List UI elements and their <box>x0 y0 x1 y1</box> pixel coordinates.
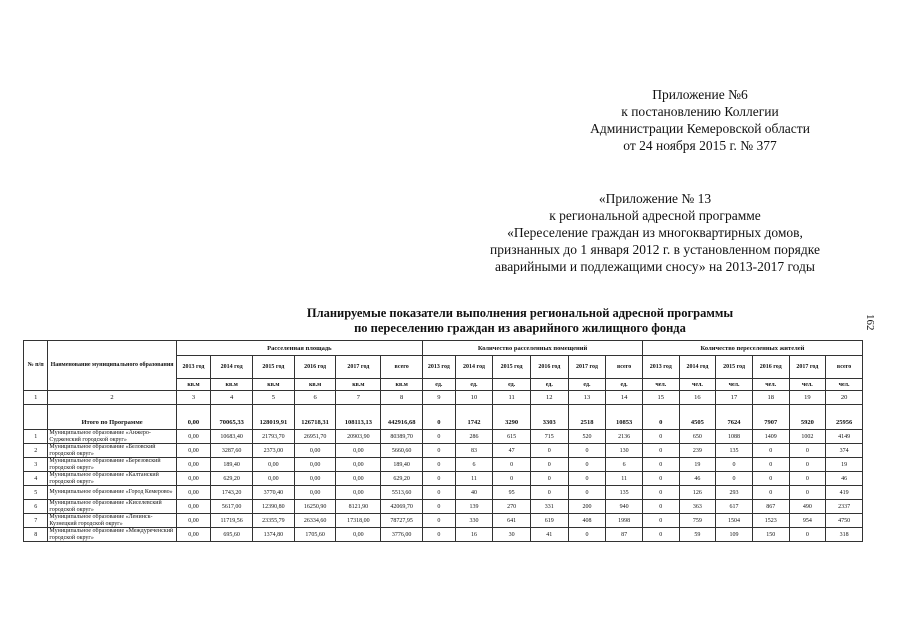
spacer-cell <box>642 405 679 416</box>
value-cell: 0 <box>568 486 606 500</box>
value-cell: 189,40 <box>381 458 423 472</box>
total-cell: 70065,33 <box>211 415 253 430</box>
spacer-cell <box>176 405 211 416</box>
value-cell: 419 <box>826 486 863 500</box>
spacer-cell <box>679 405 716 416</box>
column-number: 12 <box>530 391 568 405</box>
spacer-cell <box>336 405 381 416</box>
column-number: 2 <box>48 391 176 405</box>
value-cell: 331 <box>530 500 568 514</box>
column-number: 13 <box>568 391 606 405</box>
value-cell: 0 <box>493 458 531 472</box>
value-cell: 293 <box>716 486 753 500</box>
value-cell: 3770,40 <box>253 486 295 500</box>
value-cell: 0 <box>642 430 679 444</box>
value-cell: 318 <box>826 528 863 542</box>
value-cell: 520 <box>568 430 606 444</box>
total-cell: 3290 <box>493 415 531 430</box>
unit-header: ед. <box>606 379 643 391</box>
table-title-line: Планируемые показатели выполнения региональной адресной программы <box>306 306 734 320</box>
value-cell: 615 <box>493 430 531 444</box>
appendix-line: от 24 ноября 2015 г. № 377 <box>623 138 777 153</box>
row-num: 4 <box>24 472 48 486</box>
program-line: «Приложение № 13 <box>598 191 712 206</box>
row-num: 1 <box>24 430 48 444</box>
value-cell: 150 <box>752 528 789 542</box>
value-cell: 0 <box>530 458 568 472</box>
value-cell: 1998 <box>606 514 643 528</box>
value-cell: 46 <box>826 472 863 486</box>
row-num: 5 <box>24 486 48 500</box>
value-cell: 0,00 <box>253 458 295 472</box>
value-cell: 95 <box>493 486 531 500</box>
value-cell: 10683,40 <box>211 430 253 444</box>
value-cell: 0 <box>789 528 826 542</box>
table-title <box>240 306 800 336</box>
appendix-header <box>560 86 840 154</box>
unit-header: чел. <box>642 379 679 391</box>
year-header: 2014 год <box>679 356 716 379</box>
unit-header: ед. <box>423 379 456 391</box>
value-cell: 2136 <box>606 430 643 444</box>
total-cell: 5920 <box>789 415 826 430</box>
value-cell: 0,00 <box>336 472 381 486</box>
program-line: признанных до 1 января 2012 г. в установленном порядке <box>490 242 820 257</box>
value-cell: 200 <box>568 500 606 514</box>
municipality-name: Муниципальное образование «Киселевский городской округ» <box>48 500 176 514</box>
program-line: к региональной адресной программе <box>549 208 761 223</box>
unit-header: чел. <box>789 379 826 391</box>
col-name-header: Наименование муниципального образования <box>48 341 176 391</box>
column-number: 9 <box>423 391 456 405</box>
value-cell: 0,00 <box>176 444 211 458</box>
year-header: 2015 год <box>253 356 295 379</box>
value-cell: 715 <box>530 430 568 444</box>
value-cell: 30 <box>493 528 531 542</box>
value-cell: 695,60 <box>211 528 253 542</box>
year-header: 2017 год <box>568 356 606 379</box>
value-cell: 189,40 <box>211 458 253 472</box>
value-cell: 23355,79 <box>253 514 295 528</box>
value-cell: 47 <box>493 444 531 458</box>
value-cell: 16250,90 <box>294 500 336 514</box>
value-cell: 0 <box>423 500 456 514</box>
spacer-cell <box>493 405 531 416</box>
value-cell: 0 <box>423 528 456 542</box>
total-cell: 0,00 <box>176 415 211 430</box>
value-cell: 1088 <box>716 430 753 444</box>
value-cell: 40 <box>455 486 493 500</box>
value-cell: 78727,95 <box>381 514 423 528</box>
value-cell: 0,00 <box>336 458 381 472</box>
value-cell: 0 <box>716 472 753 486</box>
value-cell: 0,00 <box>176 514 211 528</box>
value-cell: 3776,00 <box>381 528 423 542</box>
value-cell: 954 <box>789 514 826 528</box>
value-cell: 4750 <box>826 514 863 528</box>
column-number: 15 <box>642 391 679 405</box>
value-cell: 4149 <box>826 430 863 444</box>
group-rooms-header: Количество расселенных помещений <box>423 341 643 356</box>
value-cell: 0,00 <box>294 472 336 486</box>
value-cell: 87 <box>606 528 643 542</box>
year-header: всего <box>381 356 423 379</box>
column-number: 10 <box>455 391 493 405</box>
value-cell: 940 <box>606 500 643 514</box>
value-cell: 8121,90 <box>336 500 381 514</box>
value-cell: 5617,00 <box>211 500 253 514</box>
unit-header: чел. <box>716 379 753 391</box>
column-number: 4 <box>211 391 253 405</box>
year-header: всего <box>826 356 863 379</box>
total-cell: 1742 <box>455 415 493 430</box>
unit-header: кв.м <box>176 379 211 391</box>
value-cell: 41 <box>530 528 568 542</box>
unit-header: ед. <box>493 379 531 391</box>
value-cell: 629,20 <box>381 472 423 486</box>
value-cell: 16 <box>455 528 493 542</box>
total-cell: 128019,91 <box>253 415 295 430</box>
value-cell: 0 <box>752 472 789 486</box>
municipality-name: Муниципальное образование «Беловский городской округ» <box>48 444 176 458</box>
group-people-header: Количество переселенных жителей <box>642 341 862 356</box>
total-cell: 0 <box>423 415 456 430</box>
value-cell: 46 <box>679 472 716 486</box>
unit-header: кв.м <box>253 379 295 391</box>
total-cell: 0 <box>642 415 679 430</box>
value-cell: 0,00 <box>336 486 381 500</box>
year-header: 2015 год <box>716 356 753 379</box>
unit-header: чел. <box>679 379 716 391</box>
column-number: 8 <box>381 391 423 405</box>
value-cell: 0 <box>642 514 679 528</box>
year-header: 2013 год <box>423 356 456 379</box>
value-cell: 0 <box>642 500 679 514</box>
value-cell: 80389,70 <box>381 430 423 444</box>
value-cell: 0,00 <box>176 458 211 472</box>
value-cell: 867 <box>752 500 789 514</box>
value-cell: 408 <box>568 514 606 528</box>
value-cell: 0,00 <box>176 430 211 444</box>
column-number: 19 <box>789 391 826 405</box>
value-cell: 0,00 <box>176 472 211 486</box>
value-cell: 1002 <box>789 430 826 444</box>
municipality-name: Муниципальное образование «Анжеро-Судженский городской округ» <box>48 430 176 444</box>
column-number: 17 <box>716 391 753 405</box>
value-cell: 0,00 <box>176 500 211 514</box>
value-cell: 286 <box>455 430 493 444</box>
value-cell: 650 <box>679 430 716 444</box>
total-cell: 126718,31 <box>294 415 336 430</box>
year-header: 2017 год <box>789 356 826 379</box>
value-cell: 0 <box>789 444 826 458</box>
value-cell: 0 <box>789 472 826 486</box>
year-header: 2014 год <box>211 356 253 379</box>
program-header <box>440 190 870 275</box>
spacer-cell <box>530 405 568 416</box>
value-cell: 490 <box>789 500 826 514</box>
total-num <box>24 415 48 430</box>
value-cell: 6 <box>455 458 493 472</box>
value-cell: 26951,70 <box>294 430 336 444</box>
col-num-header: № п/п <box>24 341 48 391</box>
column-number: 20 <box>826 391 863 405</box>
total-cell: 108113,13 <box>336 415 381 430</box>
value-cell: 1409 <box>752 430 789 444</box>
value-cell: 12390,80 <box>253 500 295 514</box>
value-cell: 83 <box>455 444 493 458</box>
value-cell: 5513,60 <box>381 486 423 500</box>
unit-header: кв.м <box>336 379 381 391</box>
value-cell: 20903,90 <box>336 430 381 444</box>
total-cell: 25956 <box>826 415 863 430</box>
column-number: 18 <box>752 391 789 405</box>
value-cell: 11 <box>455 472 493 486</box>
spacer-cell <box>381 405 423 416</box>
value-cell: 1374,80 <box>253 528 295 542</box>
spacer-cell <box>423 405 456 416</box>
row-num: 2 <box>24 444 48 458</box>
unit-header: кв.м <box>211 379 253 391</box>
value-cell: 11719,56 <box>211 514 253 528</box>
value-cell: 19 <box>679 458 716 472</box>
value-cell: 629,20 <box>211 472 253 486</box>
value-cell: 0,00 <box>176 486 211 500</box>
unit-header: чел. <box>826 379 863 391</box>
value-cell: 19 <box>826 458 863 472</box>
unit-header: кв.м <box>294 379 336 391</box>
value-cell: 270 <box>493 500 531 514</box>
value-cell: 0 <box>423 486 456 500</box>
total-cell: 4505 <box>679 415 716 430</box>
total-cell: 7624 <box>716 415 753 430</box>
municipality-name: Муниципальное образование «Калтанский городской округ» <box>48 472 176 486</box>
value-cell: 239 <box>679 444 716 458</box>
value-cell: 0 <box>493 472 531 486</box>
column-number: 11 <box>493 391 531 405</box>
row-num: 8 <box>24 528 48 542</box>
value-cell: 0 <box>789 458 826 472</box>
value-cell: 617 <box>716 500 753 514</box>
column-number: 7 <box>336 391 381 405</box>
value-cell: 363 <box>679 500 716 514</box>
table-row <box>24 458 863 472</box>
year-header: 2017 год <box>336 356 381 379</box>
value-cell: 0 <box>752 458 789 472</box>
value-cell: 130 <box>606 444 643 458</box>
spacer-cell <box>455 405 493 416</box>
year-header: 2013 год <box>642 356 679 379</box>
year-header: 2013 год <box>176 356 211 379</box>
total-cell: 3303 <box>530 415 568 430</box>
value-cell: 0 <box>789 486 826 500</box>
program-line: «Переселение граждан из многоквартирных домов, <box>507 225 803 240</box>
total-cell: 7907 <box>752 415 789 430</box>
total-label: Итого по Программе <box>48 415 176 430</box>
value-cell: 0 <box>423 430 456 444</box>
spacer-cell <box>568 405 606 416</box>
value-cell: 0 <box>423 444 456 458</box>
value-cell: 11 <box>606 472 643 486</box>
table-row <box>24 500 863 514</box>
value-cell: 2373,00 <box>253 444 295 458</box>
unit-header: кв.м <box>381 379 423 391</box>
table-row <box>24 444 863 458</box>
value-cell: 0 <box>568 528 606 542</box>
spacer-cell <box>24 405 48 416</box>
value-cell: 0,00 <box>294 444 336 458</box>
total-cell: 442916,68 <box>381 415 423 430</box>
unit-header: ед. <box>530 379 568 391</box>
value-cell: 759 <box>679 514 716 528</box>
indicators-table <box>23 340 863 542</box>
value-cell: 0,00 <box>253 472 295 486</box>
value-cell: 6 <box>606 458 643 472</box>
value-cell: 5660,60 <box>381 444 423 458</box>
value-cell: 135 <box>716 444 753 458</box>
column-number: 3 <box>176 391 211 405</box>
value-cell: 1705,60 <box>294 528 336 542</box>
value-cell: 0,00 <box>294 458 336 472</box>
value-cell: 330 <box>455 514 493 528</box>
appendix-line: к постановлению Коллегии <box>621 104 779 119</box>
page-number: 162 <box>864 314 876 331</box>
value-cell: 0 <box>752 444 789 458</box>
table-row <box>24 514 863 528</box>
value-cell: 0,00 <box>294 486 336 500</box>
value-cell: 0 <box>716 458 753 472</box>
value-cell: 0 <box>530 444 568 458</box>
column-number: 6 <box>294 391 336 405</box>
total-cell: 10853 <box>606 415 643 430</box>
table-row <box>24 528 863 542</box>
table-row <box>24 486 863 500</box>
year-header: 2014 год <box>455 356 493 379</box>
value-cell: 0 <box>530 472 568 486</box>
year-header: всего <box>606 356 643 379</box>
column-number: 1 <box>24 391 48 405</box>
value-cell: 2337 <box>826 500 863 514</box>
spacer-cell <box>48 405 176 416</box>
value-cell: 0 <box>642 528 679 542</box>
municipality-name: Муниципальное образование «Ленинск-Кузнецкий городской округ» <box>48 514 176 528</box>
value-cell: 0 <box>642 472 679 486</box>
value-cell: 0,00 <box>176 528 211 542</box>
value-cell: 0 <box>642 444 679 458</box>
value-cell: 619 <box>530 514 568 528</box>
value-cell: 0 <box>530 486 568 500</box>
spacer-cell <box>752 405 789 416</box>
value-cell: 109 <box>716 528 753 542</box>
unit-header: ед. <box>455 379 493 391</box>
value-cell: 641 <box>493 514 531 528</box>
year-header: 2016 год <box>530 356 568 379</box>
spacer-cell <box>606 405 643 416</box>
value-cell: 0 <box>568 458 606 472</box>
row-num: 7 <box>24 514 48 528</box>
value-cell: 3287,60 <box>211 444 253 458</box>
value-cell: 0 <box>423 514 456 528</box>
value-cell: 0 <box>568 472 606 486</box>
year-header: 2016 год <box>752 356 789 379</box>
value-cell: 0,00 <box>336 528 381 542</box>
value-cell: 26334,60 <box>294 514 336 528</box>
appendix-line: Администрации Кемеровской области <box>590 121 810 136</box>
value-cell: 0 <box>642 458 679 472</box>
value-cell: 1504 <box>716 514 753 528</box>
value-cell: 42069,70 <box>381 500 423 514</box>
value-cell: 21793,70 <box>253 430 295 444</box>
row-num: 6 <box>24 500 48 514</box>
row-num: 3 <box>24 458 48 472</box>
spacer-cell <box>716 405 753 416</box>
municipality-name: Муниципальное образование «Березовский городской округ» <box>48 458 176 472</box>
column-number: 5 <box>253 391 295 405</box>
unit-header: ед. <box>568 379 606 391</box>
column-number: 16 <box>679 391 716 405</box>
value-cell: 0 <box>752 486 789 500</box>
column-number: 14 <box>606 391 643 405</box>
spacer-cell <box>789 405 826 416</box>
appendix-line: Приложение №6 <box>652 87 748 102</box>
unit-header: чел. <box>752 379 789 391</box>
value-cell: 17318,00 <box>336 514 381 528</box>
value-cell: 1523 <box>752 514 789 528</box>
table-title-line: по переселению граждан из аварийного жилищного фонда <box>354 321 686 335</box>
value-cell: 126 <box>679 486 716 500</box>
table-row <box>24 472 863 486</box>
spacer-cell <box>253 405 295 416</box>
spacer-cell <box>826 405 863 416</box>
table-row <box>24 430 863 444</box>
spacer-cell <box>294 405 336 416</box>
value-cell: 59 <box>679 528 716 542</box>
total-cell: 2518 <box>568 415 606 430</box>
year-header: 2016 год <box>294 356 336 379</box>
value-cell: 0 <box>642 486 679 500</box>
year-header: 2015 год <box>493 356 531 379</box>
value-cell: 1743,20 <box>211 486 253 500</box>
spacer-cell <box>211 405 253 416</box>
value-cell: 0 <box>568 444 606 458</box>
value-cell: 139 <box>455 500 493 514</box>
group-area-header: Расселенная площадь <box>176 341 422 356</box>
municipality-name: Муниципальное образование «Междуреченский городской округ» <box>48 528 176 542</box>
value-cell: 0 <box>423 472 456 486</box>
value-cell: 0 <box>423 458 456 472</box>
program-line: аварийными и подлежащими сносу» на 2013-2017 годы <box>495 259 815 274</box>
value-cell: 0,00 <box>336 444 381 458</box>
value-cell: 135 <box>606 486 643 500</box>
value-cell: 374 <box>826 444 863 458</box>
municipality-name: Муниципальное образование «Город Кемерово» <box>48 486 176 500</box>
